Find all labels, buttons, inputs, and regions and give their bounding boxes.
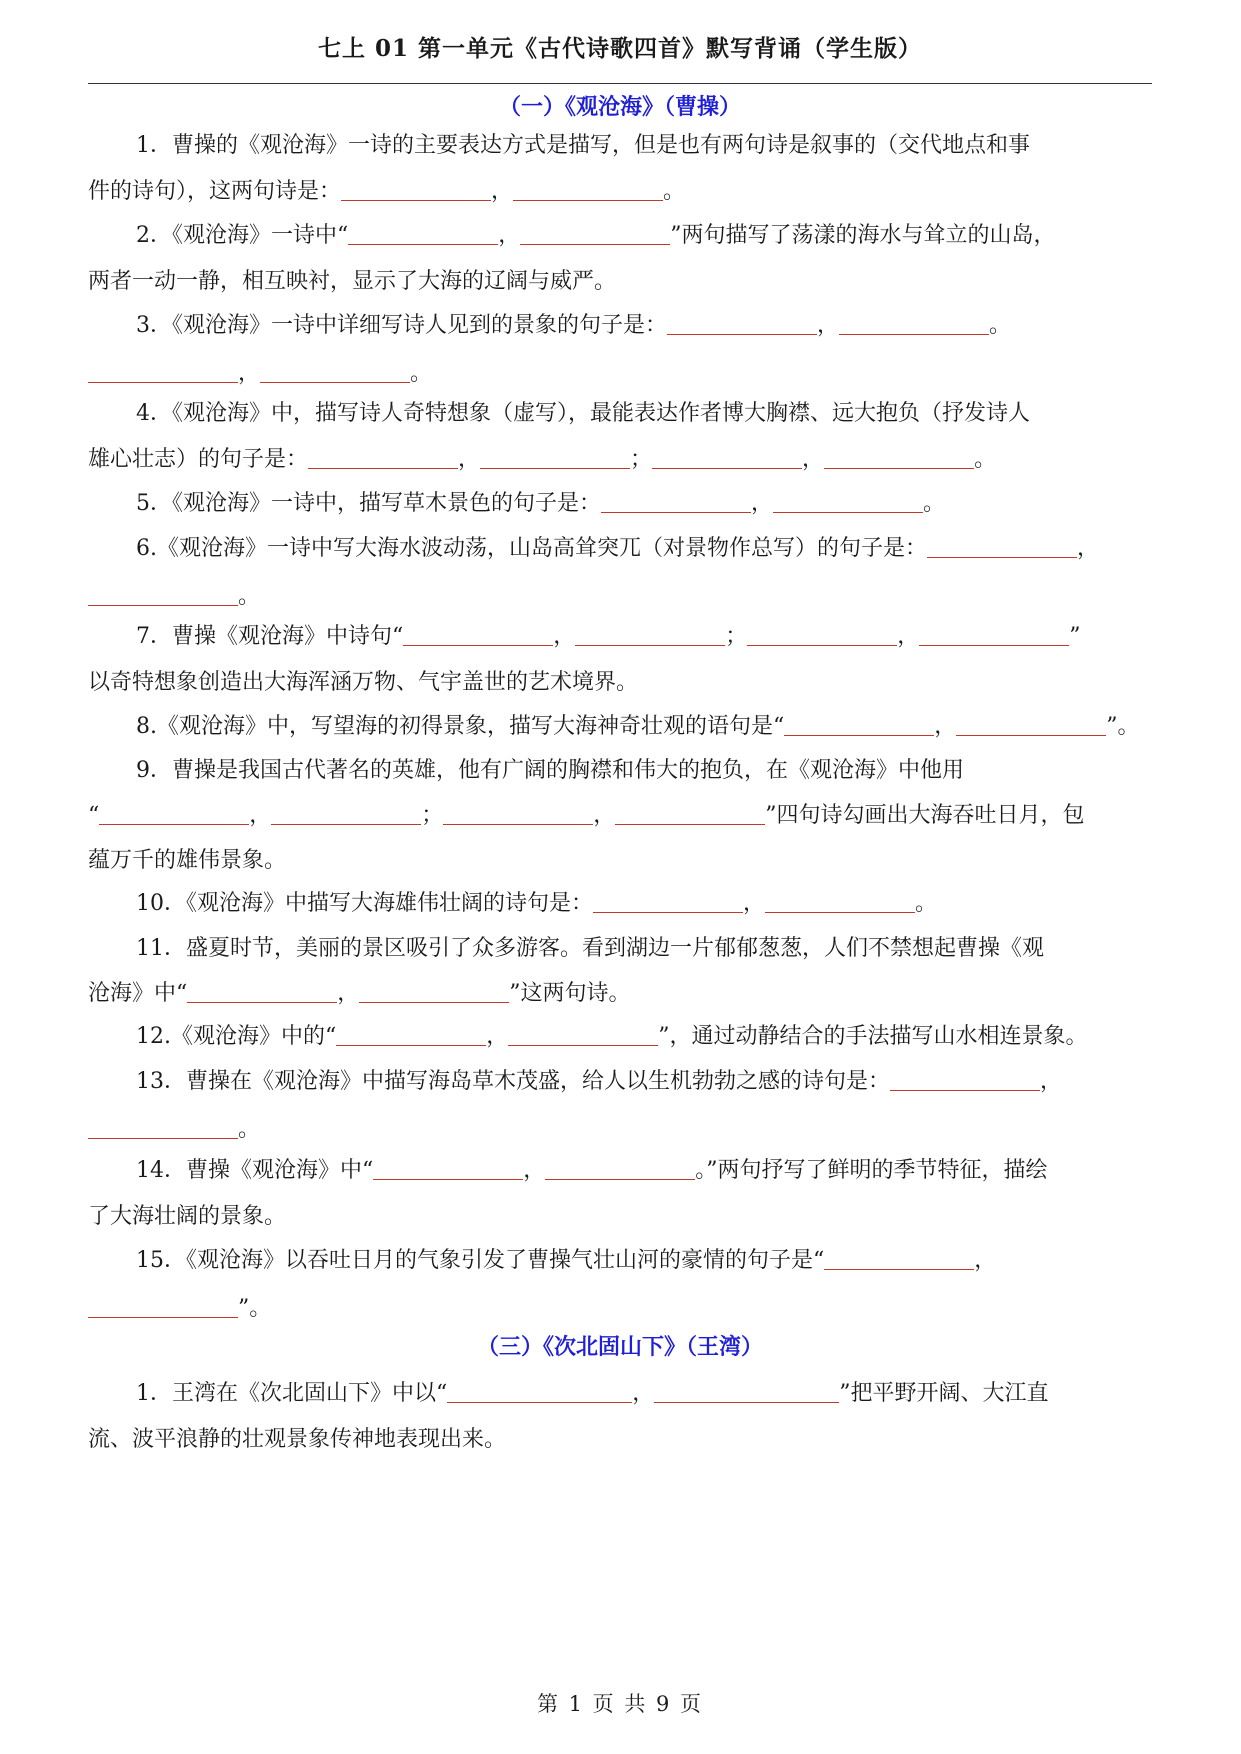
answer-blank[interactable] [652,446,802,469]
answer-blank[interactable] [839,312,989,335]
answer-blank[interactable] [341,178,491,201]
answer-blank[interactable] [575,623,725,646]
answer-blank[interactable] [348,222,498,245]
document-page: 七上 01 第一单元《古代诗歌四首》默写背诵（学生版） （一）《观沧海》（曹操） 1．曹操的《观沧海》一诗的主要表达方式是描写，但是也有两句诗是叙事的（交代地点和事 件的诗句），这两句诗是： ， 。 2．《观沧海》一诗中“ ， ”两句描写了荡漾的海水与耸立的山岛， 两者一动一静，相互映衬，显示了大海的辽阔与威严。 3．《观沧海》一诗中详细写诗人见到的景象的句子是： ， 。 ， 。 4．《观沧海》中，描写诗人奇特想象（虚写），最能表达作者博大胸襟、远大抱负（抒发诗人 雄心壮志）的句子是： ， ； ， 。 5．《观沧海》一诗中，描写草木景色的句子是： ， 。 6.《观沧海》一诗中写大海水波动荡，山岛高耸突兀（对景物作总写）的句子是： ， 。 7．曹操《观沧海》中诗句“ ， ； ， ” 以奇特想象创造出大海浑涵万物、气宇盖世的艺术境界。 8.《观沧海》中，写望海的初得景象，描写大海神奇壮观的语句是“ ， ”。 9．曹操是我国古代著名的英雄，他有广阔的胸襟和伟大的抱负，在《观沧海》中他用 “ ， ； ， ”四句诗勾画出大海吞吐日月，包 蕴万千的雄伟景象。 10．《观沧海》中描写大海雄伟壮阔的诗句是： ， 。 11．盛夏时节，美丽的景区吸引了众多游客。看到湖边一片郁郁葱葱，人们不禁想起曹操《观 沧海》中“ ， ”这两句诗。 12.《观沧海》中的“ ， ”，通过动静结合的手法描写山水相连景象。 13．曹操在《观沧海》中描写海岛草木茂盛，给人以生机勃勃之感的诗句是： ， 。 14．曹操《观沧海》中“ ， 。”两句抒写了鲜明的季节特征，描绘 了大海壮阔的景象。 15．《观沧海》以吞吐日月的气象引发了曹操气壮山河的豪情的句子是“ ， ”。 （三）《次北固山下》（王湾） 1．王湾在《次北固山下》中以“ ， ”把平野开阔、大江直 流、波平浪静的壮观景象传神地表现出来。 第 1 页 共 9 页 [0,0,1241,1754]
answer-blank[interactable] [271,802,421,825]
answer-blank[interactable] [919,623,1069,646]
section-title-guancanghai: （一）《观沧海》（曹操） [498,94,741,120]
answer-blank[interactable] [99,802,249,825]
answer-blank[interactable] [765,890,915,913]
answer-blank[interactable] [308,446,458,469]
answer-blank[interactable] [480,446,630,469]
answer-blank[interactable] [187,980,337,1003]
answer-blank[interactable] [784,713,934,736]
page-number: 第 1 页 共 9 页 [536,1692,704,1716]
answer-blank[interactable] [667,312,817,335]
answer-blank[interactable] [513,178,663,201]
section-title-cibeigushanxia: （三）《次北固山下》（王湾） [476,1334,763,1360]
answer-blank[interactable] [403,623,553,646]
answer-blank[interactable] [654,1380,839,1403]
answer-blank[interactable] [88,1295,238,1318]
answer-blank[interactable] [373,1157,523,1180]
answer-blank[interactable] [336,1023,486,1046]
answer-blank[interactable] [956,713,1106,736]
answer-blank[interactable] [88,583,238,606]
header-divider [88,83,1152,84]
answer-blank[interactable] [447,1380,632,1403]
answer-blank[interactable] [520,222,670,245]
answer-blank[interactable] [359,980,509,1003]
answer-blank[interactable] [260,360,410,383]
answer-blank[interactable] [593,890,743,913]
answer-blank[interactable] [890,1068,1040,1091]
answer-blank[interactable] [88,1116,238,1139]
answer-blank[interactable] [545,1157,695,1180]
answer-blank[interactable] [773,490,923,513]
answer-blank[interactable] [88,360,238,383]
answer-blank[interactable] [824,1247,974,1270]
answer-blank[interactable] [824,446,974,469]
answer-blank[interactable] [927,535,1077,558]
document-title: 七上 01 第一单元《古代诗歌四首》默写背诵（学生版） [317,35,923,62]
answer-blank[interactable] [508,1023,658,1046]
answer-blank[interactable] [443,802,593,825]
answer-blank[interactable] [747,623,897,646]
answer-blank[interactable] [601,490,751,513]
answer-blank[interactable] [615,802,765,825]
